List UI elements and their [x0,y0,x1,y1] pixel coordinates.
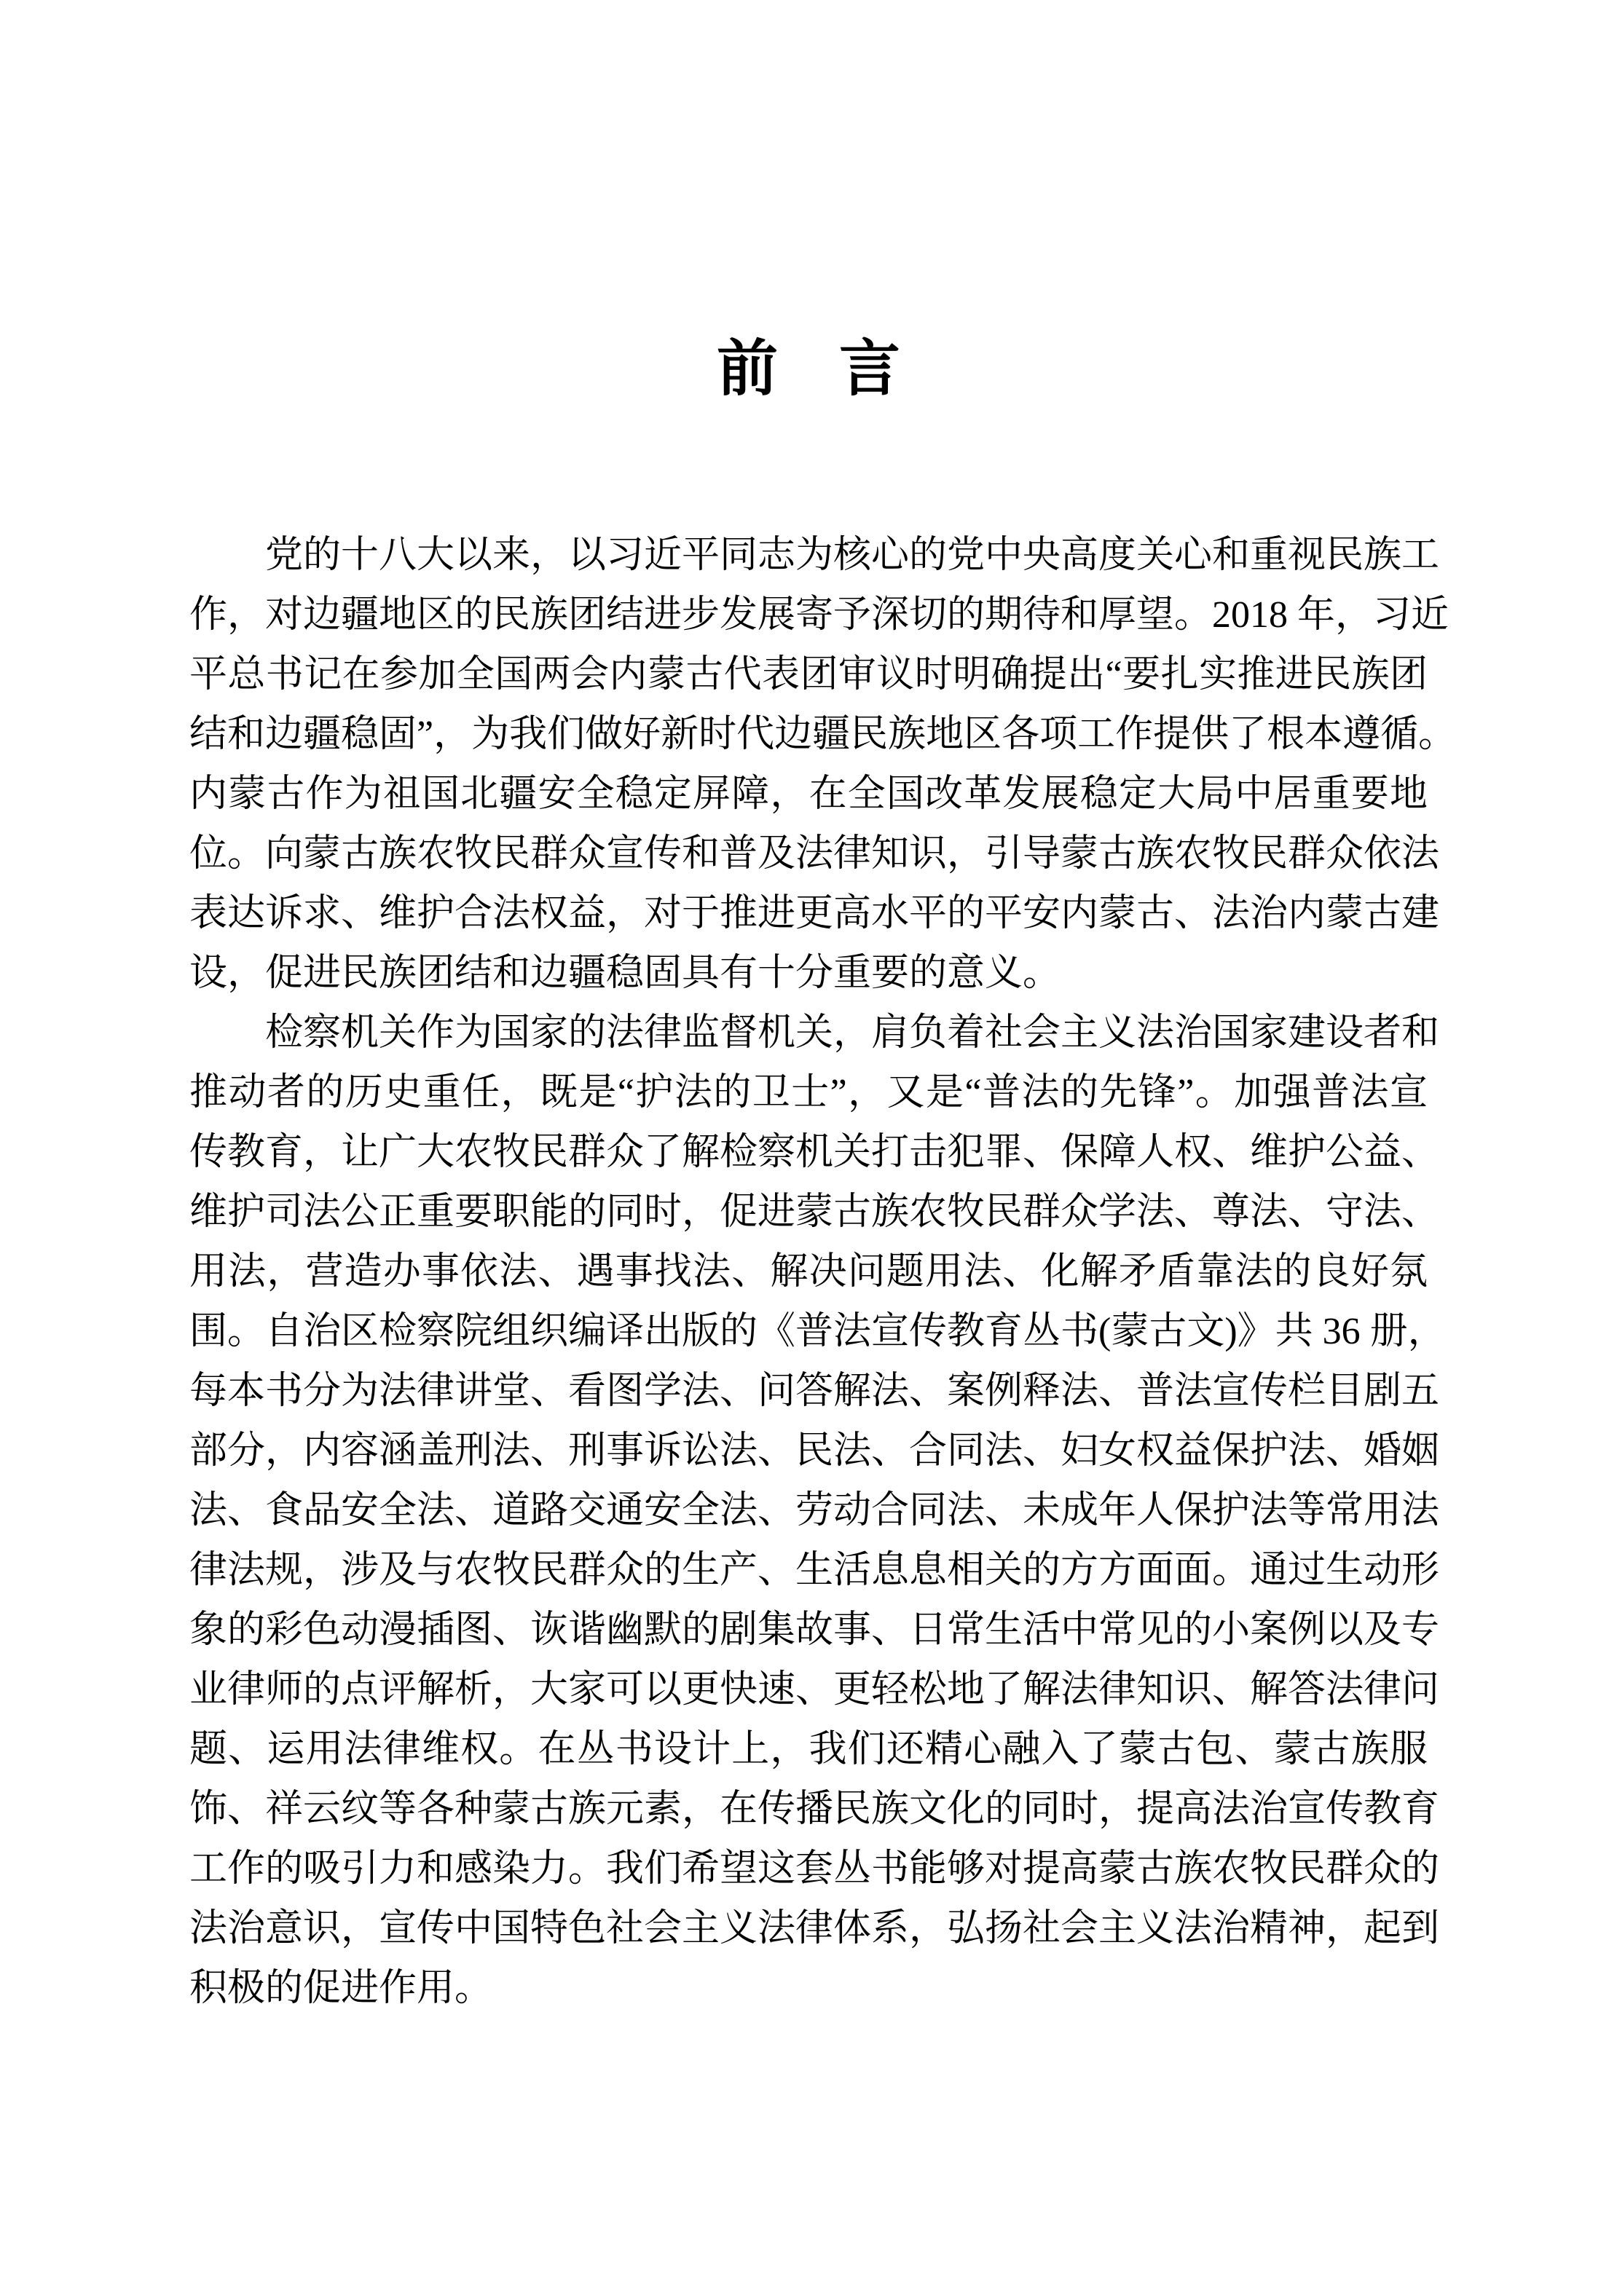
text-line: 维护司法公正重要职能的同时，促进蒙古族农牧民群众学法、尊法、守法、 [189,1191,1440,1233]
text-line: 饰、祥云纹等各种蒙古族元素，在传播民族文化的同时，提高法治宣传教育 [189,1788,1440,1830]
text-line: 每本书分为法律讲堂、看图学法、问答解法、案例释法、普法宣传栏目剧五 [189,1370,1440,1412]
text-line: 位。向蒙古族农牧民群众宣传和普及法律知识，引导蒙古族农牧民群众依法 [189,833,1440,875]
text-line: 题、运用法律维权。在丛书设计上，我们还精心融入了蒙古包、蒙古族服 [189,1729,1428,1770]
text-line: 平总书记在参加全国两会内蒙古代表团审议时明确提出“要扎实推进民族团 [189,654,1428,695]
text-line: 工作的吸引力和感染力。我们希望这套丛书能够对提高蒙古族农牧民群众的 [189,1848,1440,1890]
text-line: 党的十八大以来，以习近平同志为核心的党中央高度关心和重视民族工 [265,534,1440,576]
text-line: 部分，内容涵盖刑法、刑事诉讼法、民法、合同法、妇女权益保护法、婚姻 [189,1430,1440,1472]
text-line: 作，对边疆地区的民族团结进步发展寄予深切的期待和厚望。2018 年，习近 [189,594,1449,636]
text-line: 用法，营造办事依法、遇事找法、解决问题用法、化解矛盾靠法的良好氛 [189,1251,1428,1293]
text-line: 法、食品安全法、道路交通安全法、劳动合同法、未成年人保护法等常用法 [189,1490,1440,1531]
text-line: 法治意识，宣传中国特色社会主义法律体系，弘扬社会主义法治精神，起到 [189,1908,1440,1949]
text-line: 积极的促进作用。 [189,1968,493,2009]
text-line: 律法规，涉及与农牧民群众的生产、生活息息相关的方方面面。通过生动形 [189,1550,1440,1591]
page-title: 前 言 [716,336,900,403]
paragraph-1 [189,526,1457,1003]
text-line: 结和边疆稳固”，为我们做好新时代边疆民族地区各项工作提供了根本遵循。 [189,714,1457,755]
text-line: 传教育，让广大农牧民群众了解检察机关打击犯罪、保障人权、维护公益、 [189,1132,1440,1173]
paragraph-2 [189,1003,1446,2019]
body-text [189,526,1457,2019]
text-line: 业律师的点评解析，大家可以更快速、更轻松地了解法律知识、解答法律问 [189,1669,1440,1711]
text-line: 象的彩色动漫插图、诙谐幽默的剧集故事、日常生活中常见的小案例以及专 [189,1609,1440,1651]
text-line: 表达诉求、维护合法权益，对于推进更高水平的平安内蒙古、法治内蒙古建 [189,893,1440,934]
text-line: 推动者的历史重任，既是“护法的卫士”，又是“普法的先锋”。加强普法宣 [189,1072,1428,1113]
text-line: 检察机关作为国家的法律监督机关，肩负着社会主义法治国家建设者和 [265,1012,1440,1054]
text-line: 内蒙古作为祖国北疆安全稳定屏障，在全国改革发展稳定大局中居重要地 [189,773,1428,815]
text-line: 设，促进民族团结和边疆稳固具有十分重要的意义。 [189,952,1061,994]
text-line: 围。自治区检察院组织编译出版的《普法宣传教育丛书(蒙古文)》共 36 册， [189,1311,1446,1352]
